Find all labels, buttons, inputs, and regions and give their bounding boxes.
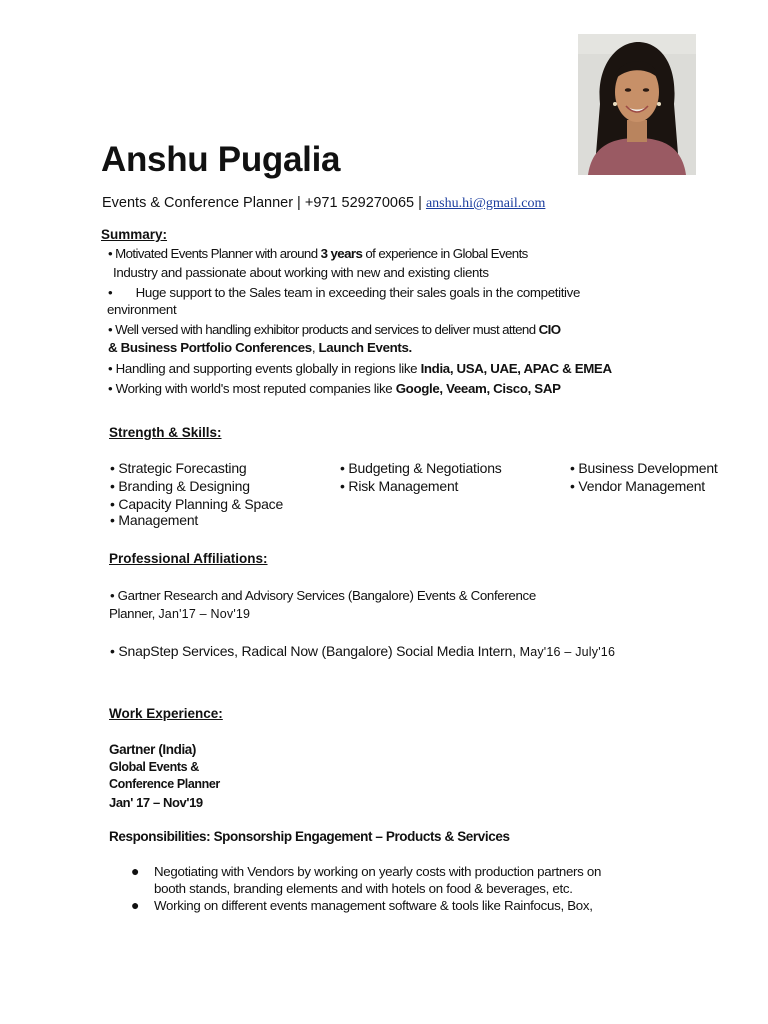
bullet-icon: •	[570, 478, 579, 494]
responsibility-item	[109, 897, 669, 914]
bullet-icon: •	[110, 496, 119, 512]
summary-heading: Summary:	[101, 227, 168, 242]
skill-item	[570, 478, 705, 495]
bullet-icon: •	[110, 478, 119, 494]
responsibility-text: booth stands, branding elements and with hotels on food & beverages, etc.	[154, 881, 573, 896]
responsibility-text: Negotiating with Vendors by working on yearly costs with production partners on	[154, 864, 602, 879]
affiliation-date: May'16 – July'16	[519, 645, 616, 659]
bullet-icon: ●	[131, 863, 140, 879]
role-dates: Jan' 17 – Nov'19	[109, 795, 203, 810]
bullet-icon: •	[570, 460, 579, 476]
affiliation-1	[110, 587, 536, 604]
role-line-1: Global Events &	[109, 760, 199, 774]
summary-text: Handling and supporting events globally in regions like	[115, 361, 421, 376]
work-heading: Work Experience:	[109, 706, 223, 721]
skill-label: Budgeting & Negotiations	[348, 460, 502, 476]
skill-item	[110, 460, 247, 477]
bullet-icon: •	[110, 512, 119, 528]
responsibility-item	[109, 863, 669, 897]
profile-photo-image	[578, 34, 696, 175]
bullet-icon: •	[108, 361, 116, 376]
bullet-icon: •	[108, 322, 116, 337]
affiliation-text: Gartner Research and Advisory Services (Bangalore) Events & Conference	[117, 588, 536, 603]
summary-text: Well versed with handling exhibitor products and services to deliver must attend	[115, 322, 539, 337]
skill-item	[340, 478, 458, 495]
affiliation-text: Planner,	[109, 606, 159, 621]
summary-text: Huge support to the Sales team in exceeding their sales goals in the competitive	[135, 285, 580, 300]
bullet-icon: •	[110, 588, 118, 603]
affiliation-text: SnapStep Services, Radical Now (Bangalore) Social Media Intern,	[118, 643, 520, 659]
responsibilities-heading: Responsibilities: Sponsorship Engagement – Products & Services	[109, 829, 510, 844]
summary-highlight: Launch Events.	[318, 340, 412, 355]
skill-item	[570, 460, 718, 477]
candidate-name: Anshu Pugalia	[101, 140, 341, 179]
bullet-icon: •	[110, 643, 119, 659]
summary-highlight: 3 years	[320, 246, 363, 261]
summary-highlight: & Business Portfolio Conferences	[108, 340, 312, 355]
summary-bullet-3	[108, 321, 560, 338]
skill-label: Risk Management	[348, 478, 459, 494]
bullet-icon: •	[108, 381, 116, 396]
email-link[interactable]: anshu.hi@gmail.com	[425, 196, 546, 211]
profile-photo	[578, 34, 696, 175]
affiliation-2	[110, 643, 615, 661]
role-line-2: Conference Planner	[109, 777, 220, 791]
summary-text: Working with	[115, 381, 191, 396]
skill-label: Vendor Management	[578, 478, 705, 494]
skill-label: Capacity Planning & Space	[118, 496, 284, 512]
skill-item	[110, 496, 283, 513]
summary-text: of experience in Global Events	[362, 246, 528, 261]
summary-text: ,	[311, 340, 319, 355]
skill-item	[110, 512, 198, 529]
summary-text: world's	[190, 381, 230, 396]
summary-bullet-1-cont: Industry and passionate about working with new and existing clients	[113, 265, 489, 280]
skills-heading: Strength & Skills:	[109, 425, 222, 440]
summary-bullet-4	[108, 360, 612, 377]
skill-label: Branding & Designing	[118, 478, 250, 494]
skill-label: Strategic Forecasting	[118, 460, 247, 476]
summary-bullet-2	[108, 284, 580, 301]
summary-bullet-5	[108, 380, 561, 397]
skill-label: Management	[118, 512, 199, 528]
bullet-icon: ●	[131, 897, 140, 913]
affiliation-date: Jan'17 – Nov'19	[158, 607, 251, 621]
summary-bullet-1	[108, 245, 528, 262]
summary-bullet-3-cont	[108, 339, 412, 356]
summary-highlight: Google, Veeam, Cisco, SAP	[395, 381, 561, 396]
summary-bullet-2-cont: environment	[107, 302, 177, 317]
responsibilities-list	[109, 863, 669, 914]
affiliations-heading: Professional Affiliations:	[109, 551, 268, 566]
summary-highlight: CIO	[538, 322, 561, 337]
bullet-icon: •	[108, 246, 116, 261]
company-name: Gartner (India)	[109, 742, 197, 757]
skill-item	[110, 478, 250, 495]
contact-line	[102, 195, 545, 212]
bullet-icon: •	[340, 460, 349, 476]
skill-item	[340, 460, 502, 477]
bullet-icon: •	[340, 478, 349, 494]
contact-text: Events & Conference Planner | +971 529270065 |	[102, 195, 426, 211]
summary-text: Motivated Events Planner with around	[115, 246, 321, 261]
responsibility-text: Working on different events management software & tools like Rainfocus, Box,	[154, 898, 593, 913]
affiliation-1-cont	[109, 605, 250, 623]
summary-highlight: India, USA, UAE, APAC & EMEA	[420, 361, 612, 376]
bullet-icon: •	[110, 460, 119, 476]
bullet-icon: •	[108, 285, 113, 300]
skill-label: Business Development	[578, 460, 718, 476]
summary-text: most reputed companies like	[229, 381, 396, 396]
